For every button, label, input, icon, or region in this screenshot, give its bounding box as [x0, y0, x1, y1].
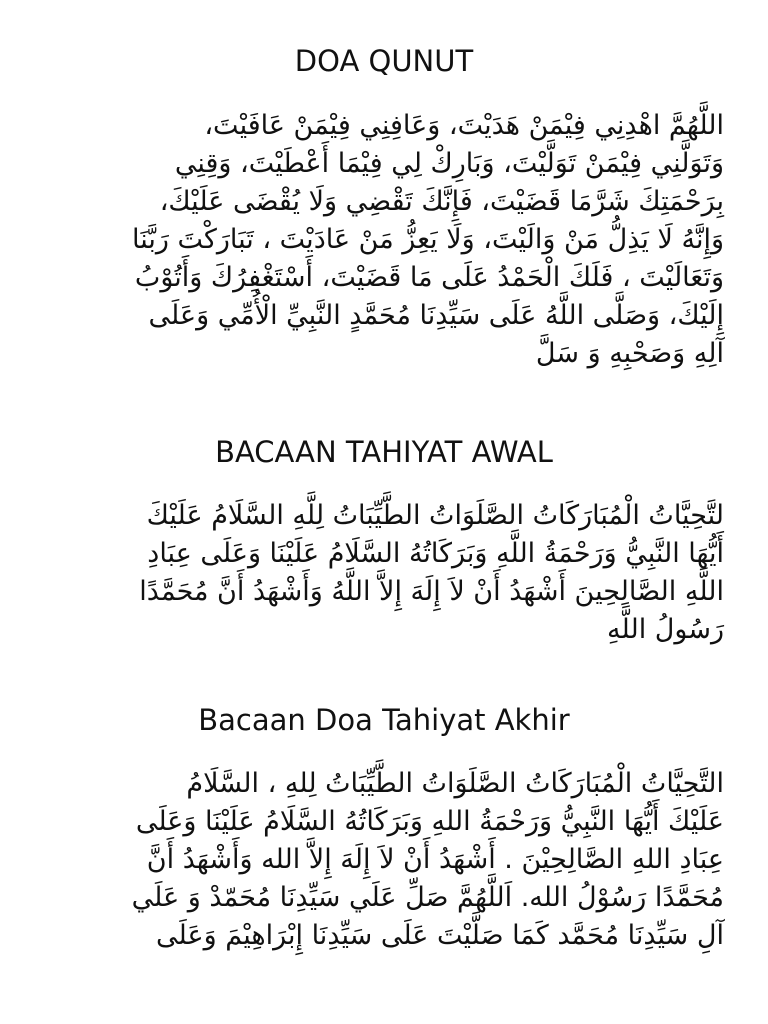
tahiyat-awal-title: BACAAN TAHIYAT AWAL [215, 435, 553, 469]
doa-qunut-title: DOA QUNUT [294, 44, 474, 78]
text-line: وَتَعَالَيْتَ ، فَلَكَ الْحَمْدُ عَلَى مَا قَضَيْتَ، أَسْتَغْفِرُكَ وَأَتُوْبُ [134, 262, 724, 293]
tahiyat-akhir-text [64, 765, 724, 955]
tahiyat-awal-text [64, 497, 724, 649]
text-line: لتَّحِيَّاتُ الْمُبَارَكَاتُ الصَّلَوَاتُ الطَّيِّبَاتُ لِلَّهِ السَّلَامُ عَلَيْكَ [146, 500, 724, 531]
text-line: إِلَيْكَ، وَصَلَّى اللَّهُ عَلَى سَيِّدِنَا مُحَمَّدٍ النَّبِيِّ الْأُمِّي وَعَلَى [148, 300, 724, 331]
text-line: اللَّهِ الصَّالِحِينَ أَشْهَدُ أَنْ لاَ إِلَهَ إِلاَّ اللَّهُ وَأَشْهَدُ أَنَّ مُحَمَّدًا [139, 576, 724, 607]
text-line: رَسُولُ اللَّهِ [607, 614, 724, 645]
tahiyat-akhir-title: Bacaan Doa Tahiyat Akhir [198, 703, 570, 737]
text-line: مُحَمَّدًا رَسُوْلُ الله. اَللَّهُمَّ صَلِّ عَلَي سَيِّدِنَا مُحَمّدْ وَ عَلَي [131, 882, 724, 913]
text-line: عِبَادِ اللهِ الصَّالِحِيْنَ . أَشْهَدُ أَنْ لاَ إِلَهَ إِلاَّ الله وَأَشْهَدُ أَنَّ [146, 844, 724, 875]
text-line: وَتَوَلَّنِي فِيْمَنْ تَوَلَّيْتَ، وَبَارِكْ لِي فِيْمَا أَعْطَيْتَ، وَقِنِي [174, 148, 724, 179]
text-line: اللَّهُمَّ اهْدِنِي فِيْمَنْ هَدَيْتَ، وَعَافِنِي فِيْمَنْ عَافَيْتَ، [204, 110, 724, 141]
text-line: آلِ سَيِّدِنَا مُحَمَّد كَمَا صَلَّيْتَ عَلَى سَيِّدِنَا إِبْرَاهِيْمَ وَعَلَى [156, 920, 724, 951]
doa-qunut-text [64, 107, 724, 373]
text-line: بِرَحْمَتِكَ شَرَّمَا قَضَيْتَ، فَإِنَّكَ تَقْضِي وَلَا يُقْضَى عَلَيْكَ، [159, 186, 724, 217]
text-line: أَيُّهَا النَّبِيُّ وَرَحْمَةُ اللَّهِ وَبَرَكَاتُهُ السَّلَامُ عَلَيْنَا وَعَلَى عِبَادِ [147, 538, 724, 569]
text-line: آلِهِ وَصَحْبِهِ وَ سَلَّ [535, 338, 724, 369]
text-line: عَلَيْكَ أَيُّهَا النَّبِيُّ وَرَحْمَةُ اللهِ وَبَرَكَاتُهُ السَّلَامُ عَلَيْنَا وَعَلَى [135, 806, 724, 837]
text-line: وَإِنَّهُ لَا يَذِلُّ مَنْ وَالَيْتَ، وَلَا يَعِزُّ مَنْ عَادَيْتَ ، تَبَارَكْتَ رَبَّنَا [131, 224, 724, 255]
text-line: التَّحِيَّاتُ الْمُبَارَكَاتُ الصَّلَوَاتُ الطَّيِّبَاتُ لِلهِ ، السَّلَامُ [186, 768, 724, 799]
